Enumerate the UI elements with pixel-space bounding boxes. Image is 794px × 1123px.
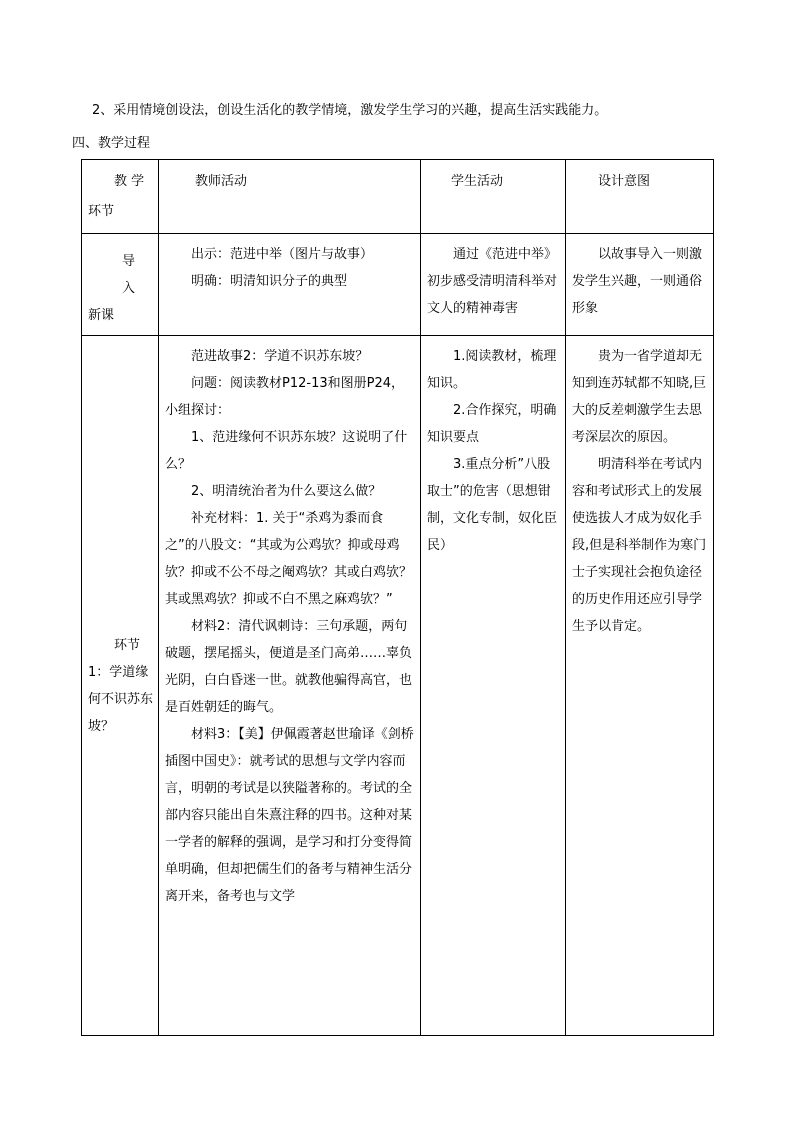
row1-stage [82,234,159,336]
row2-teacher-line: 补充材料：1. 关于“杀鸡为黍而食之”的八股文：“其或为公鸡欤？抑或母鸡欤？抑或不公不母之阉鸡欤？其或白鸡欤？其或黑鸡欤？抑或不白不黑之麻鸡欤？” [165,511,413,607]
row1-teacher-line: 明确：明清知识分子的典型 [191,274,348,289]
row1-student [421,234,566,336]
row1-teacher-line: 出示：范进中举（图片与故事） [191,247,374,262]
header-student-label: 学生活动 [451,174,504,189]
row1-stage-line1: 导 入 [122,254,136,296]
row2-design-line: 明清科举在考试内容和考试形式上的发展使选拔人才成为奴化手段,但是科举制作为寒门士子实现社会抱负途径的历史作用还应引导学生予以肯定。 [572,457,707,634]
row2-teacher-line: 范进故事2：学道不识苏东坡？ [191,349,369,364]
table-row [82,336,714,1036]
row2-teacher-line: 2、明清统治者为什么要这么做？ [191,484,382,499]
row2-teacher-line: 材料3：【美】伊佩霞著赵世瑜译《剑桥插图中国史》：就考试的思想与文学内容而言，明朝的考试是以狭隘著称的。考试的全部内容只能出自朱熹注释的四书。这种对某一学者的解释的强调，是学习和打分变得简单明确，但却把儒生们的备考与精神生活分离开来，备考也与文学 [165,727,414,904]
teaching-process-table [81,159,714,1036]
header-design-label: 设计意图 [598,174,651,189]
row1-design [566,234,714,336]
header-design [566,160,714,234]
header-teacher [159,160,421,234]
row2-teacher-line: 材料2：清代讽刺诗：三句承题，两句破题，摆尾摇头，便道是圣门高弟……辜负光阴，白白昏迷一世。就教他骗得高官，也是百姓朝廷的晦气。 [165,619,413,715]
row2-design [566,336,714,1036]
intro-paragraph: 2、采用情境创设法，创设生活化的教学情境，激发学生学习的兴趣，提高生活实践能力。 [92,103,608,118]
row2-student-line: 2.合作探究，明确知识要点 [427,403,557,445]
row2-stage [82,336,159,1036]
row2-student-line: 1.阅读教材，梳理知识。 [427,349,557,391]
header-teacher-label: 教师活动 [195,174,248,189]
table-header-row [82,160,714,234]
row1-teacher [159,234,421,336]
header-stage-line2: 环节 [88,204,115,219]
table-row [82,234,714,336]
header-stage-line1: 教 学 [114,174,145,189]
header-stage [82,160,159,234]
row2-teacher-line: 问题：阅读教材P12-13和图册P24，小组探讨： [165,376,404,418]
row1-stage-line2: 新课 [88,308,115,323]
row2-stage-text: 环节1：学道缘何不识苏东坡？ [88,638,154,734]
section-heading: 四、教学过程 [72,136,151,151]
row1-student-text: 通过《范进中举》初步感受清明清科举对文人的精神毒害 [427,247,558,316]
row2-teacher-line: 1、范进缘何不识苏东坡？这说明了什么？ [165,430,408,472]
header-student [421,160,566,234]
row2-student-line: 3.重点分析”八股取士”的危害（思想钳制，文化专制，奴化臣民） [427,457,558,553]
row1-design-text: 以故事导入一则激发学生兴趣，一则通俗形象 [572,247,703,316]
row2-design-line: 贵为一省学道却无知到连苏轼都不知晓,巨大的反差刺激学生去思考深层次的原因。 [572,349,707,445]
row2-student [421,336,566,1036]
row2-teacher [159,336,421,1036]
